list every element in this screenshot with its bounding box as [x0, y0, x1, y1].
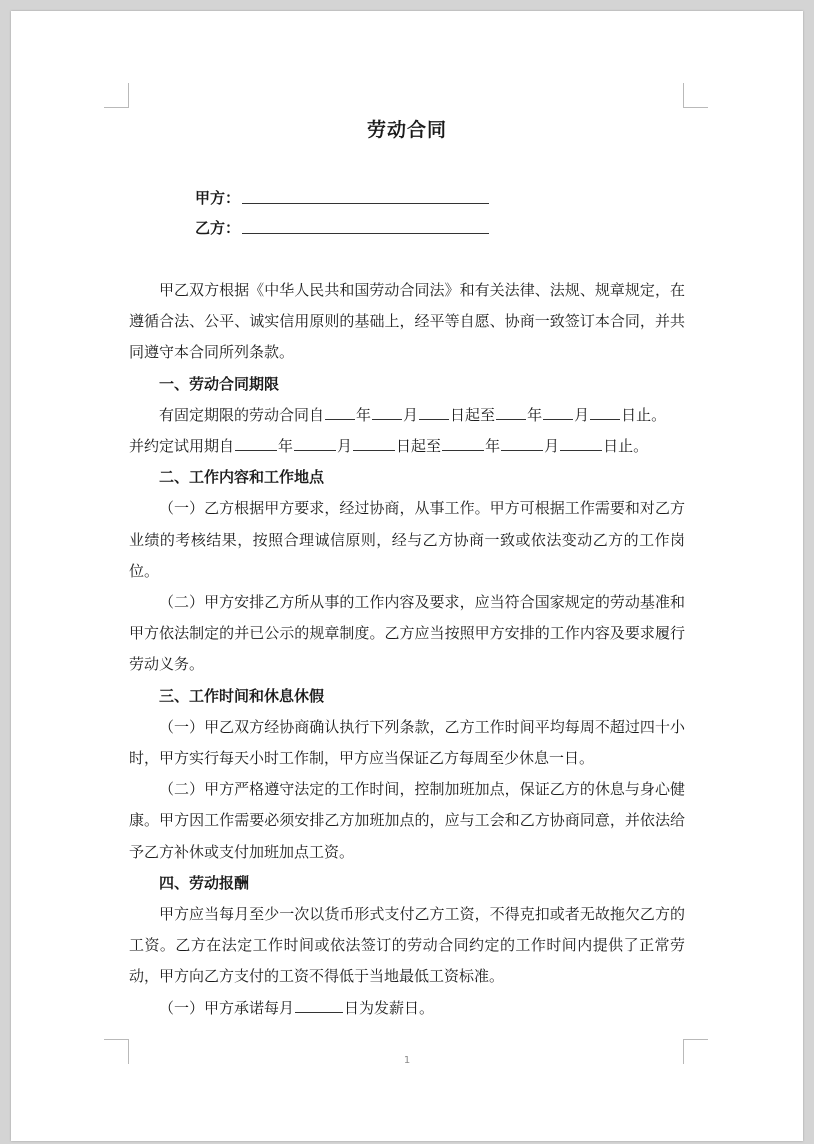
- blank-year[interactable]: [325, 405, 355, 420]
- text-run: 月: [574, 405, 590, 424]
- text-run: 日止。: [621, 405, 667, 424]
- blank-month[interactable]: [372, 405, 402, 420]
- section-2-paragraph-1: （一）乙方根据甲方要求，经过协商，从事工作。甲方可根据工作需要和对乙方业绩的考核结果，按照合理诚信原则，经与乙方协商一致或依法变动乙方的工作岗位。: [129, 499, 685, 580]
- text-run: 日起至: [450, 405, 496, 424]
- blank-day[interactable]: [590, 405, 620, 420]
- blank-month[interactable]: [294, 436, 336, 451]
- text-run: 日止。: [603, 437, 649, 456]
- text-run: 日起至: [396, 437, 442, 456]
- blank-day[interactable]: [560, 436, 602, 451]
- section-3-paragraph-1: （一）甲乙双方经协商确认执行下列条款，乙方工作时间平均每周不超过四十小时，甲方实行每天小时工作制，甲方应当保证乙方每周至少休息一日。: [129, 717, 685, 768]
- text-run: 年: [278, 437, 294, 456]
- party-a-blank[interactable]: [242, 187, 489, 204]
- section-3-paragraph-2: （二）甲方严格遵守法定的工作时间，控制加班加点，保证乙方的休息与身心健康。甲方因工作需要必须安排乙方加班加点的，应与工会和乙方协商同意，并依法给予乙方补休或支付加班加点工资。: [129, 780, 685, 861]
- blank-day[interactable]: [353, 436, 395, 451]
- crop-mark-top-left: [104, 83, 129, 108]
- text-run: 年: [485, 437, 501, 456]
- payday-paragraph: [129, 993, 685, 1024]
- section-3-heading: 三、工作时间和休息休假: [159, 686, 325, 705]
- term-paragraph: [129, 400, 685, 431]
- blank-month[interactable]: [543, 405, 573, 420]
- page-number: 1: [403, 1055, 411, 1066]
- blank-year[interactable]: [442, 436, 484, 451]
- party-b-blank[interactable]: [242, 217, 489, 234]
- blank-month[interactable]: [501, 436, 543, 451]
- text-run: 日为发薪日。: [344, 998, 435, 1017]
- blank-payday[interactable]: [295, 998, 343, 1013]
- contract-body[interactable]: [129, 275, 685, 1024]
- text-run: 并约定试用期自: [129, 437, 235, 456]
- crop-mark-top-right: [683, 83, 708, 108]
- document-page[interactable]: [11, 11, 803, 1141]
- text-run: （一）甲方承诺每月: [159, 998, 295, 1017]
- section-4-heading: 四、劳动报酬: [159, 873, 250, 892]
- party-b-row: [195, 217, 489, 239]
- blank-year[interactable]: [235, 436, 277, 451]
- section-4-paragraph-1: 甲方应当每月至少一次以货币形式支付乙方工资，不得克扣或者无故拖欠乙方的工资。乙方在法定工作时间或依法签订的劳动合同约定的工作时间内提供了正常劳动，甲方向乙方支付的工资不得低于当地最低工资标准。: [129, 905, 685, 986]
- blank-year[interactable]: [496, 405, 526, 420]
- blank-day[interactable]: [419, 405, 449, 420]
- text-run: 有固定期限的劳动合同自: [159, 405, 325, 424]
- section-2-heading: 二、工作内容和工作地点: [159, 468, 325, 487]
- probation-paragraph: [129, 431, 685, 462]
- party-b-label: 乙方：: [195, 219, 241, 237]
- section-1-heading: 一、劳动合同期限: [159, 374, 280, 393]
- section-2-paragraph-2: （二）甲方安排乙方所从事的工作内容及要求，应当符合国家规定的劳动基准和甲方依法制定的并已公示的规章制度。乙方应当按照甲方安排的工作内容及要求履行劳动义务。: [129, 593, 685, 674]
- text-run: 月: [544, 437, 560, 456]
- text-run: 月: [337, 437, 353, 456]
- text-run: 月: [403, 405, 419, 424]
- text-run: 年: [527, 405, 543, 424]
- document-title: 劳动合同: [366, 119, 447, 141]
- text-run: 年: [356, 405, 372, 424]
- intro-paragraph: 甲乙双方根据《中华人民共和国劳动合同法》和有关法律、法规、规章规定，在遵循合法、公平、诚实信用原则的基础上，经平等自愿、协商一致签订本合同，并共同遵守本合同所列条款。: [129, 281, 685, 362]
- party-a-label: 甲方：: [195, 189, 241, 207]
- party-a-row: [195, 187, 489, 209]
